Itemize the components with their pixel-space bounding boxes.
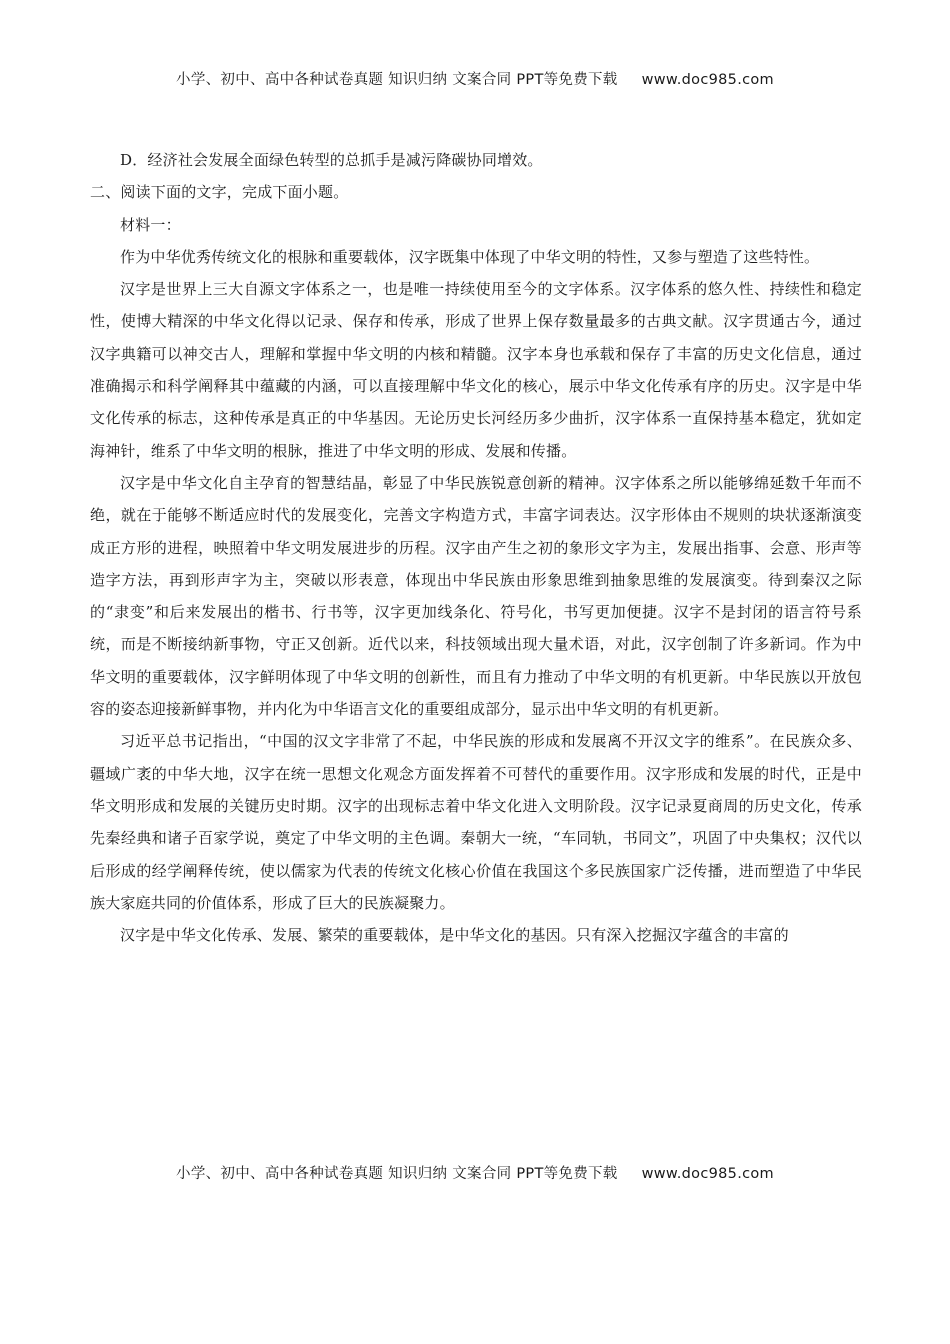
header-text: 小学、初中、高中各种试卷真题 知识归纳 文案合同 PPT等免费下载 [176, 72, 618, 88]
paragraph-5: 汉字是中华文化传承、发展、繁荣的重要载体，是中华文化的基因。只有深入挖掘汉字蕴含的丰富的 [120, 926, 789, 945]
paragraph-4: 习近平总书记指出，“中国的汉文字非常了不起，中华民族的形成和发展离不开汉文字的维系”。在民族众多、疆域广袤的中华大地，汉字在统一思想文化观念方面发挥着不可替代的重要作用。汉字形成和发展的时代，正是中华文明形成和发展的关键历史时期。汉字的出现标志着中华文化进入文明阶段。汉字记录夏商周的历史文化，传承先秦经典和诸子百家学说，奠定了中华文明的主色调。秦朝大一统，“车同轨，书同文”，巩固了中央集权；汉代以后形成的经学阐释传统，使以儒家为代表的传统文化核心价值在我国这个多民族国家广泛传播，进而塑造了中华民族大家庭共同的价值体系，形成了巨大的民族凝聚力。 [90, 732, 862, 912]
header-site-link[interactable]: www.doc985.com [641, 72, 774, 88]
paragraph-1: 作为中华优秀传统文化的根脉和重要载体，汉字既集中体现了中华文明的特性，又参与塑造了这些特性。 [120, 247, 820, 266]
footer-site-link[interactable]: www.doc985.com [641, 1166, 774, 1182]
page-header [0, 68, 950, 89]
paragraph-2: 汉字是世界上三大自源文字体系之一，也是唯一持续使用至今的文字体系。汉字体系的悠久性、持续性和稳定性，使博大精深的中华文化得以记录、保存和传承，形成了世界上保存数量最多的古典文献。汉字贯通古今，通过汉字典籍可以神交古人，理解和掌握中华文明的内核和精髓。汉字本身也承载和保存了丰富的历史文化信息，通过准确揭示和科学阐释其中蕴藏的内涵，可以直接理解中华文化的核心，展示中华文化传承有序的历史。汉字是中华文化传承的标志，这种传承是真正的中华基因。无论历史长河经历多少曲折，汉字体系一直保持基本稳定，犹如定海神针，维系了中华文明的根脉，推进了中华文明的形成、发展和传播。 [90, 280, 862, 460]
option-d: D．经济社会发展全面绿色转型的总抓手是减污降碳协同增效。 [120, 151, 543, 169]
page-footer [0, 1162, 950, 1183]
material-label: 材料一： [120, 215, 181, 234]
document-body [90, 144, 862, 951]
section-heading: 二、阅读下面的文字，完成下面小题。 [90, 183, 349, 202]
paragraph-3: 汉字是中华文化自主孕育的智慧结晶，彰显了中华民族锐意创新的精神。汉字体系之所以能够绵延数千年而不绝，就在于能够不断适应时代的发展变化，完善文字构造方式，丰富字词表达。汉字形体由不规则的块状逐渐演变成正方形的进程，映照着中华文明发展进步的历程。汉字由产生之初的象形文字为主，发展出指事、会意、形声等造字方法，再到形声字为主，突破以形表意，体现出中华民族由形象思维到抽象思维的发展演变。待到秦汉之际的“隶变”和后来发展出的楷书、行书等，汉字更加线条化、符号化，书写更加便捷。汉字不是封闭的语言符号系统，而是不断接纳新事物，守正又创新。近代以来，科技领域出现大量术语，对此，汉字创制了许多新词。作为中华文明的重要载体，汉字鲜明体现了中华文明的创新性，而且有力推动了中华文明的有机更新。中华民族以开放包容的姿态迎接新鲜事物，并内化为中华语言文化的重要组成部分，显示出中华文明的有机更新。 [90, 473, 862, 719]
footer-text: 小学、初中、高中各种试卷真题 知识归纳 文案合同 PPT等免费下载 [176, 1166, 618, 1182]
